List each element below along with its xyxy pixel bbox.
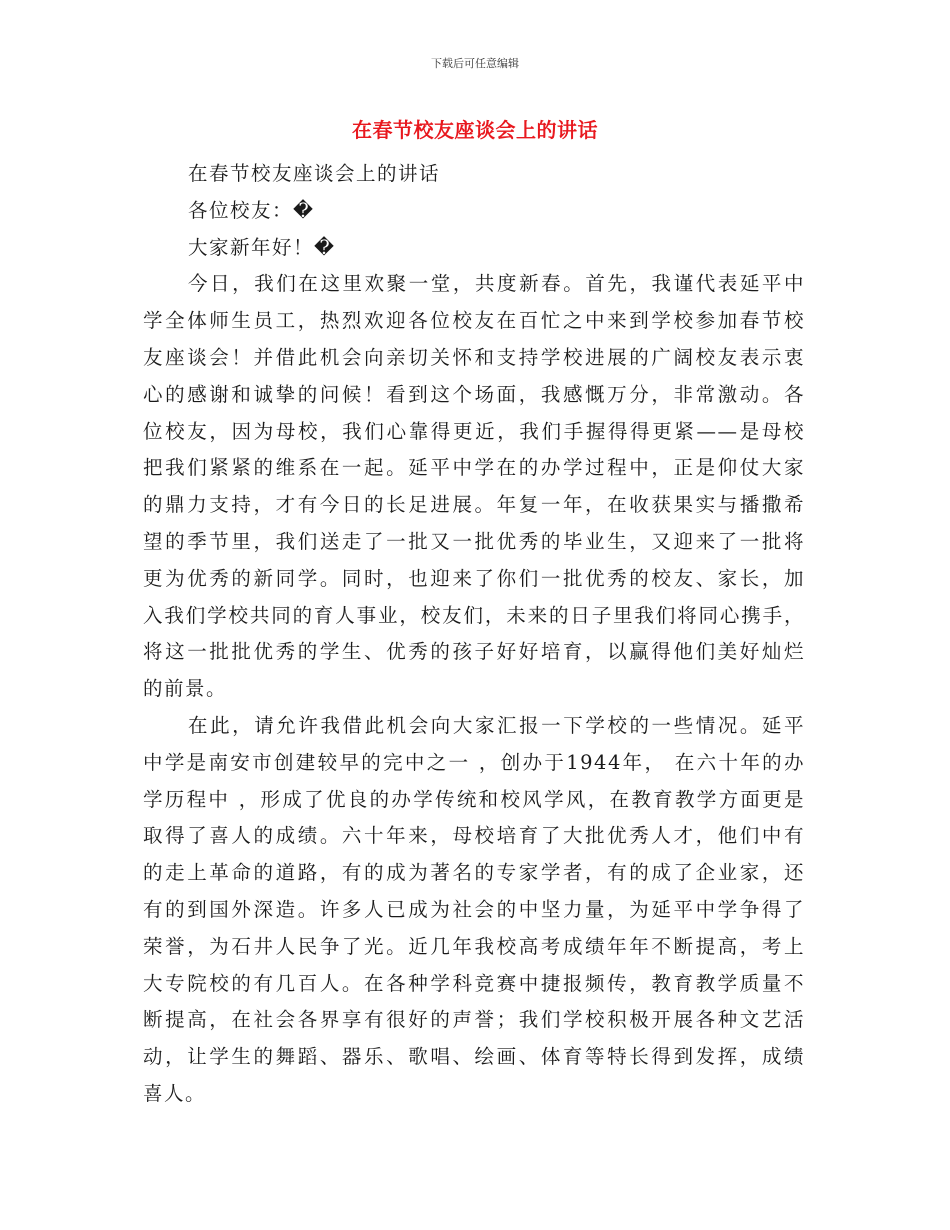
body-line: 学历程中 ，形成了优良的办学传统和校风学风，在教育教学方面更是 (143, 787, 805, 811)
body-line: 位校友，因为母校，我们心靠得更近，我们手握得得更紧——是母校 (143, 419, 805, 443)
body-line: 更为优秀的新同学。同时，也迎来了你们一批优秀的校友、家长，加 (143, 566, 805, 590)
body-line: 在此，请允许我借此机会向大家汇报一下学校的一些情况。延平 (188, 713, 805, 737)
body-line: 的前景。 (143, 677, 228, 701)
body-line: 将这一批批优秀的学生、优秀的孩子好好培育，以赢得他们美好灿烂 (143, 640, 805, 664)
body-line: 大专院校的有几百人。在各种学科竞赛中捷报频传，教育教学质量不 (143, 971, 805, 995)
body-line: 入我们学校共同的育人事业，校友们，未来的日子里我们将同心携手， (143, 603, 805, 627)
body-line: 有的到国外深造。许多人已成为社会的中坚力量，为延平中学争得了 (143, 897, 805, 921)
body-line: 的鼎力支持，才有今日的长足进展。年复一年，在收获果实与播撒希 (143, 493, 805, 517)
body-line: 动，让学生的舞蹈、器乐、歌唱、绘画、体育等特长得到发挥，成绩 (143, 1045, 805, 1069)
body-line: 大家新年好！� (188, 235, 336, 259)
body-line: 把我们紧紧的维系在一起。延平中学在的办学过程中，正是仰仗大家 (143, 456, 805, 480)
body-line: 在春节校友座谈会上的讲话 (188, 162, 441, 185)
header-note: 下载后可任意编辑 (431, 57, 519, 70)
body-line: 的走上革命的道路，有的成为著名的专家学者，有的成了企业家，还 (143, 861, 805, 885)
body-line: 取得了喜人的成绩。六十年来，母校培育了大批优秀人才，他们中有 (143, 824, 805, 848)
body-line: 今日，我们在这里欢聚一堂，共度新春。首先，我谨代表延平中 (188, 272, 805, 296)
body-line: 喜人。 (143, 1081, 207, 1105)
body-line: 各位校友：� (188, 198, 315, 222)
body-line: 心的感谢和诚挚的问候！看到这个场面，我感慨万分，非常激动。各 (143, 382, 805, 406)
document-body (143, 156, 805, 1113)
body-line: 中学是南安市创建较早的完中之一 ，创办于1944年， 在六十年的办 (143, 750, 805, 774)
body-line: 断提高，在社会各界享有很好的声誉；我们学校积极开展各种文艺活 (143, 1008, 805, 1032)
document-title: 在春节校友座谈会上的讲话 (352, 118, 598, 142)
body-line: 友座谈会！并借此机会向亲切关怀和支持学校进展的广阔校友表示衷 (143, 345, 805, 369)
body-line: 荣誉，为石井人民争了光。近几年我校高考成绩年年不断提高，考上 (143, 934, 805, 958)
body-line: 望的季节里，我们送走了一批又一批优秀的毕业生，又迎来了一批将 (143, 529, 805, 553)
body-line: 学全体师生员工，热烈欢迎各位校友在百忙之中来到学校参加春节校 (143, 309, 805, 333)
